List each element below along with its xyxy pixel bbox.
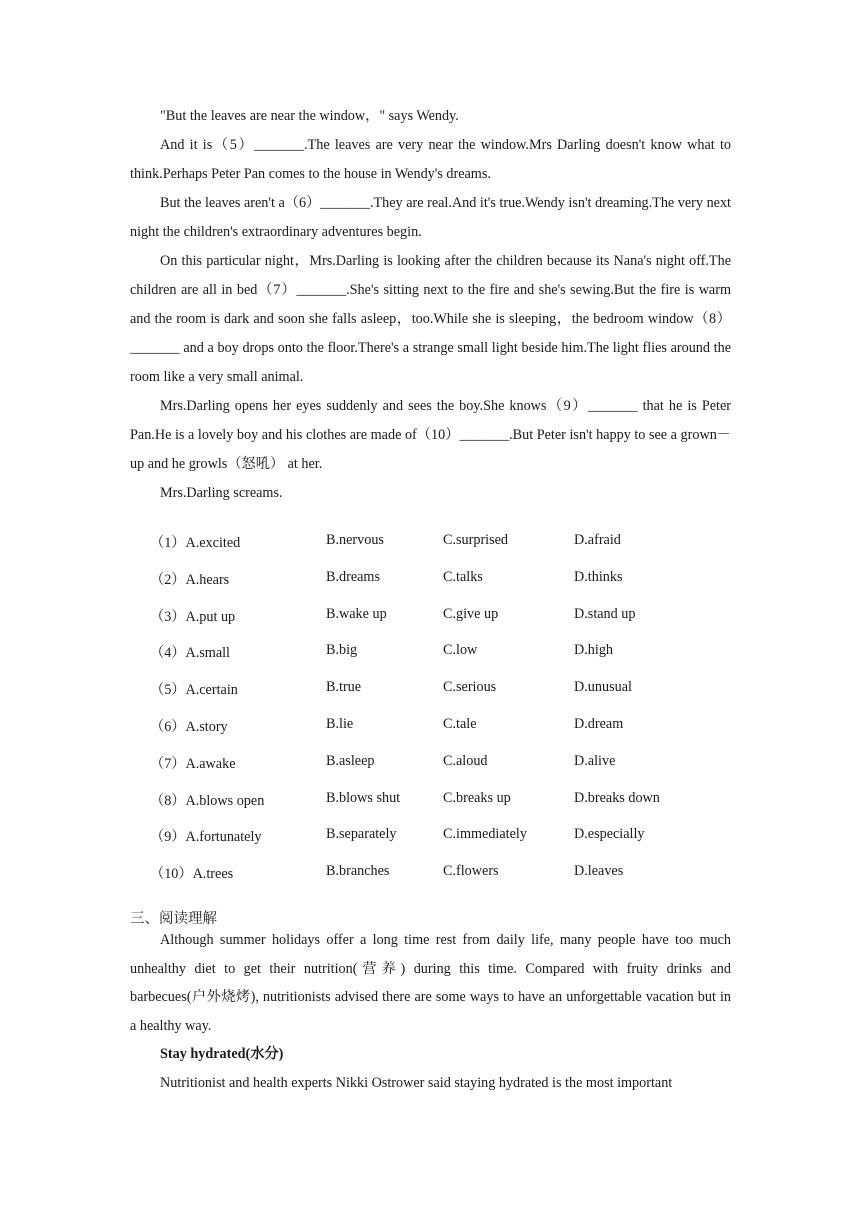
option-row xyxy=(150,569,750,606)
option-a: （1）A.excited xyxy=(150,535,241,551)
option-c: C.give up xyxy=(443,605,499,622)
reading-subheading: Stay hydrated(水分) xyxy=(160,1046,284,1063)
reading-paragraph: Although summer holidays offer a long time rest from daily life, many people have too much unhealthy diet to get their nutrition(营养) during this time. Compared with fruity drinks and barbecues(户外烧烤), nutritionists advised there are some ways to have an unforgettable vacation but in a healthy way. xyxy=(130,932,731,1034)
option-d: D.stand up xyxy=(574,605,636,622)
option-c: C.tale xyxy=(443,715,477,732)
passage-paragraph: "But the leaves are near the window，" says Wendy. xyxy=(160,108,459,124)
option-b: B.blows shut xyxy=(326,789,401,806)
option-c: C.serious xyxy=(443,679,497,696)
passage-paragraph: On this particular night，Mrs.Darling is looking after the children because its Nana's night off.The children are all in bed（7）_______.She's sitting next to the fire and she's sewing.But the fire is warm and the room is dark and soon she falls asleep，too.While she is sleeping，the bedroom window（8）_______ and a boy drops onto the floor.There's a strange small light beside him.The light flies around the room like a very small animal. xyxy=(130,253,731,385)
cloze-passage xyxy=(130,102,731,508)
option-b: B.true xyxy=(326,679,362,696)
option-a: （5）A.certain xyxy=(150,682,238,699)
option-d: D.alive xyxy=(574,752,616,769)
reading-passage xyxy=(130,926,731,1098)
option-b: B.nervous xyxy=(326,532,384,548)
passage-paragraph: But the leaves aren't a（6）_______.They are real.And it's true.Wendy isn't dreaming.The very next night the children's extraordinary adventures begin. xyxy=(130,195,731,240)
answer-options xyxy=(150,532,750,900)
option-a: （6）A.story xyxy=(150,718,228,735)
passage-paragraph: And it is（5）_______.The leaves are very near the window.Mrs Darling doesn't know what to think.Perhaps Peter Pan comes to the house in Wendy's dreams. xyxy=(130,137,731,182)
option-c: C.talks xyxy=(443,568,483,585)
option-b: B.dreams xyxy=(326,568,380,585)
option-a: （9）A.fortunately xyxy=(150,829,262,846)
passage-paragraph: Mrs.Darling screams. xyxy=(160,485,283,501)
option-a: （7）A.awake xyxy=(150,755,236,772)
option-d: D.high xyxy=(574,642,614,659)
option-row xyxy=(150,679,750,716)
option-d: D.unusual xyxy=(574,679,632,696)
option-c: C.immediately xyxy=(443,826,527,843)
passage-paragraph: Mrs.Darling opens her eyes suddenly and sees the boy.She knows（9）_______ that he is Peter Pan.He is a lovely boy and his clothes are made of（10）_______.But Peter isn't happy to see a grown－up and he growls（怒吼） at her. xyxy=(130,398,731,472)
option-b: B.separately xyxy=(326,826,397,843)
option-a: （2）A.hears xyxy=(150,571,230,588)
option-d: D.dream xyxy=(574,715,624,732)
option-a: （10）A.trees xyxy=(150,866,234,883)
option-c: C.aloud xyxy=(443,752,488,769)
option-a: （3）A.put up xyxy=(150,608,236,625)
option-row xyxy=(150,790,750,827)
option-row xyxy=(150,532,750,569)
option-row xyxy=(150,716,750,753)
option-b: B.wake up xyxy=(326,605,387,622)
option-d: D.afraid xyxy=(574,532,621,548)
option-b: B.lie xyxy=(326,715,354,732)
option-d: D.thinks xyxy=(574,568,623,585)
option-row xyxy=(150,753,750,790)
reading-paragraph: Nutritionist and health experts Nikki Ostrower said staying hydrated is the most important xyxy=(160,1074,673,1091)
option-a: （8）A.blows open xyxy=(150,792,265,809)
option-row xyxy=(150,606,750,643)
option-d: D.especially xyxy=(574,826,645,843)
option-c: C.flowers xyxy=(443,863,499,880)
option-c: C.surprised xyxy=(443,532,509,548)
option-a: （4）A.small xyxy=(150,645,230,662)
option-row xyxy=(150,863,750,900)
option-row xyxy=(150,642,750,679)
option-d: D.breaks down xyxy=(574,789,660,806)
option-b: B.big xyxy=(326,642,358,659)
option-b: B.asleep xyxy=(326,752,375,769)
option-row xyxy=(150,826,750,863)
section-heading: 三、阅读理解 xyxy=(130,911,217,927)
option-c: C.breaks up xyxy=(443,789,511,806)
option-c: C.low xyxy=(443,642,478,659)
option-b: B.branches xyxy=(326,863,390,880)
option-d: D.leaves xyxy=(574,863,624,880)
